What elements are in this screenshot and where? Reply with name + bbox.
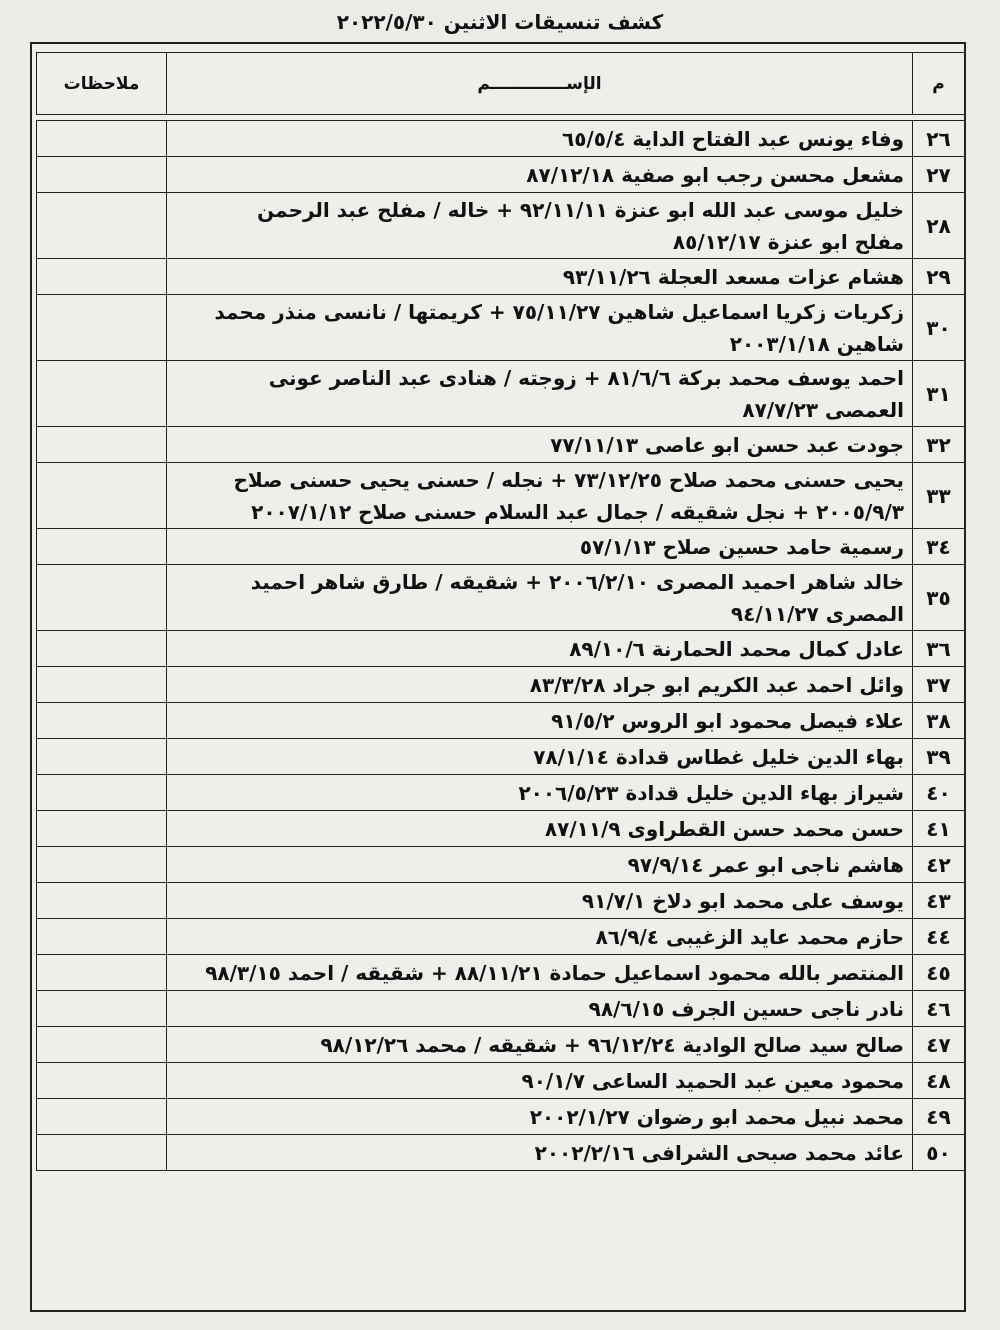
name-line: علاء فيصل محمود ابو الروس ٩١/٥/٢ [551, 708, 904, 733]
table-row [37, 919, 965, 955]
table-row [37, 157, 965, 193]
row-name [167, 529, 913, 565]
row-note [37, 1063, 167, 1099]
row-note [37, 775, 167, 811]
name-line: حازم محمد عايد الزغيبى ٨٦/٩/٤ [595, 924, 904, 949]
row-name [167, 295, 913, 361]
row-number: ٣١ [913, 361, 965, 427]
row-number: ٢٧ [913, 157, 965, 193]
name-line: وفاء يونس عبد الفتاح الداية ٦٥/٥/٤ [562, 126, 904, 151]
name-line: شيراز بهاء الدين خليل قدادة ٢٠٠٦/٥/٢٣ [518, 780, 904, 805]
name-line: مفلح ابو عنزة ٨٥/١٢/١٧ [672, 229, 904, 254]
row-note [37, 529, 167, 565]
row-name [167, 565, 913, 631]
row-note [37, 991, 167, 1027]
name-line: بهاء الدين خليل غطاس قدادة ٧٨/١/١٤ [533, 744, 904, 769]
name-line: المنتصر بالله محمود اسماعيل حمادة ٨٨/١١/٢١ + شقيقه / احمد ٩٨/٣/١٥ [205, 960, 904, 985]
row-number: ٤٤ [913, 919, 965, 955]
table-row [37, 739, 965, 775]
row-note [37, 1099, 167, 1135]
table-row [37, 847, 965, 883]
name-line: عائد محمد صبحى الشرافى ٢٠٠٢/٢/١٦ [534, 1140, 904, 1165]
name-line: خالد شاهر احميد المصرى ٢٠٠٦/٢/١٠ + شقيقه / طارق شاهر احميد [250, 569, 904, 594]
row-note [37, 295, 167, 361]
name-line: العمصى ٨٧/٧/٢٣ [742, 397, 904, 422]
row-note [37, 955, 167, 991]
row-note [37, 1027, 167, 1063]
name-line: عادل كمال محمد الحمارنة ٨٩/١٠/٦ [569, 636, 904, 661]
row-number: ٤٦ [913, 991, 965, 1027]
row-number: ٤٨ [913, 1063, 965, 1099]
row-number: ٣٦ [913, 631, 965, 667]
table-row [37, 1135, 965, 1171]
table-row [37, 811, 965, 847]
table-row [37, 427, 965, 463]
table-row [37, 565, 965, 631]
row-name [167, 883, 913, 919]
table-row [37, 703, 965, 739]
name-line: شاهين ٢٠٠٣/١/١٨ [729, 331, 904, 356]
row-name [167, 463, 913, 529]
name-line: محمد نبيل محمد ابو رضوان ٢٠٠٢/١/٢٧ [529, 1104, 904, 1129]
row-name [167, 1135, 913, 1171]
table-row [37, 1063, 965, 1099]
row-name [167, 1027, 913, 1063]
row-note [37, 463, 167, 529]
name-line: احمد يوسف محمد بركة ٨١/٦/٦ + زوجته / هنادى عبد الناصر عونى [268, 365, 904, 390]
row-name [167, 739, 913, 775]
row-note [37, 739, 167, 775]
header-row [37, 53, 965, 115]
name-line: زكريات زكريا اسماعيل شاهين ٧٥/١١/٢٧ + كريمتها / نانسى منذر محمد [214, 299, 904, 324]
table-row [37, 775, 965, 811]
page-title: كشف تنسيقات الاثنين ٢٠٢٢/٥/٣٠ [336, 10, 664, 34]
table-row [37, 295, 965, 361]
row-note [37, 259, 167, 295]
name-line: محمود معين عبد الحميد الساعى ٩٠/١/٧ [521, 1068, 904, 1093]
row-note [37, 847, 167, 883]
table-row [37, 259, 965, 295]
row-note [37, 1135, 167, 1171]
row-number: ٤٩ [913, 1099, 965, 1135]
row-note [37, 703, 167, 739]
row-note [37, 667, 167, 703]
row-number: ٢٩ [913, 259, 965, 295]
table-row [37, 667, 965, 703]
row-name [167, 1063, 913, 1099]
table-row [37, 529, 965, 565]
name-line: صالح سيد صالح الوادية ٩٦/١٢/٢٤ + شقيقه / محمد ٩٨/١٢/٢٦ [320, 1032, 904, 1057]
name-line: يحيى حسنى محمد صلاح ٧٣/١٢/٢٥ + نجله / حسنى يحيى حسنى صلاح [233, 467, 904, 492]
row-note [37, 361, 167, 427]
row-number: ٣٥ [913, 565, 965, 631]
row-name [167, 361, 913, 427]
row-number: ٤٣ [913, 883, 965, 919]
name-line: نادر ناجى حسين الجرف ٩٨/٦/١٥ [588, 996, 904, 1021]
row-number: ٢٦ [913, 121, 965, 157]
table-row [37, 193, 965, 259]
row-note [37, 919, 167, 955]
row-name [167, 991, 913, 1027]
name-line: هاشم ناجى ابو عمر ٩٧/٩/١٤ [627, 852, 904, 877]
row-number: ٤٥ [913, 955, 965, 991]
row-name [167, 1099, 913, 1135]
header-num: م [913, 53, 965, 115]
row-name [167, 193, 913, 259]
row-number: ٤٠ [913, 775, 965, 811]
row-name [167, 703, 913, 739]
row-note [37, 565, 167, 631]
row-name [167, 775, 913, 811]
row-number: ٣٠ [913, 295, 965, 361]
row-note [37, 193, 167, 259]
name-line: جودت عبد حسن ابو عاصى ٧٧/١١/١٣ [550, 432, 904, 457]
names-table [36, 52, 965, 1171]
table-row [37, 463, 965, 529]
row-number: ٣٢ [913, 427, 965, 463]
row-number: ٣٨ [913, 703, 965, 739]
header-name: الإســـــــــــــم [167, 53, 913, 115]
name-line: وائل احمد عبد الكريم ابو جراد ٨٣/٣/٢٨ [529, 672, 904, 697]
row-name [167, 919, 913, 955]
table-row [37, 1099, 965, 1135]
row-number: ٢٨ [913, 193, 965, 259]
table-row [37, 1027, 965, 1063]
row-note [37, 883, 167, 919]
row-name [167, 631, 913, 667]
row-name [167, 121, 913, 157]
row-number: ٥٠ [913, 1135, 965, 1171]
name-line: هشام عزات مسعد العجلة ٩٣/١١/٢٦ [562, 264, 904, 289]
table-row [37, 955, 965, 991]
name-line: مشعل محسن رجب ابو صفية ٨٧/١٢/١٨ [526, 162, 904, 187]
row-name [167, 955, 913, 991]
row-name [167, 667, 913, 703]
row-number: ٣٧ [913, 667, 965, 703]
table-row [37, 631, 965, 667]
row-name [167, 847, 913, 883]
header-notes: ملاحظات [37, 53, 167, 115]
name-line: ٢٠٠٥/٩/٣ + نجل شقيقه / جمال عبد السلام حسنى صلاح ٢٠٠٧/١/١٢ [251, 499, 904, 524]
name-line: يوسف على محمد ابو دلاخ ٩١/٧/١ [581, 888, 904, 913]
name-line: حسن محمد حسن القطراوى ٨٧/١١/٩ [544, 816, 904, 841]
row-number: ٤٧ [913, 1027, 965, 1063]
row-name [167, 811, 913, 847]
row-name [167, 259, 913, 295]
row-number: ٤١ [913, 811, 965, 847]
row-note [37, 157, 167, 193]
row-note [37, 427, 167, 463]
name-line: رسمية حامد حسين صلاح ٥٧/١/١٣ [579, 534, 904, 559]
row-name [167, 427, 913, 463]
row-note [37, 811, 167, 847]
row-note [37, 631, 167, 667]
row-number: ٤٢ [913, 847, 965, 883]
table-row [37, 991, 965, 1027]
table-row [37, 121, 965, 157]
row-number: ٣٩ [913, 739, 965, 775]
name-line: المصرى ٩٤/١١/٢٧ [730, 601, 904, 626]
name-line: خليل موسى عبد الله ابو عنزة ٩٢/١١/١١ + خاله / مفلح عبد الرحمن [257, 197, 904, 222]
row-note [37, 121, 167, 157]
row-number: ٣٣ [913, 463, 965, 529]
row-number: ٣٤ [913, 529, 965, 565]
table-row [37, 361, 965, 427]
table-row [37, 883, 965, 919]
row-name [167, 157, 913, 193]
